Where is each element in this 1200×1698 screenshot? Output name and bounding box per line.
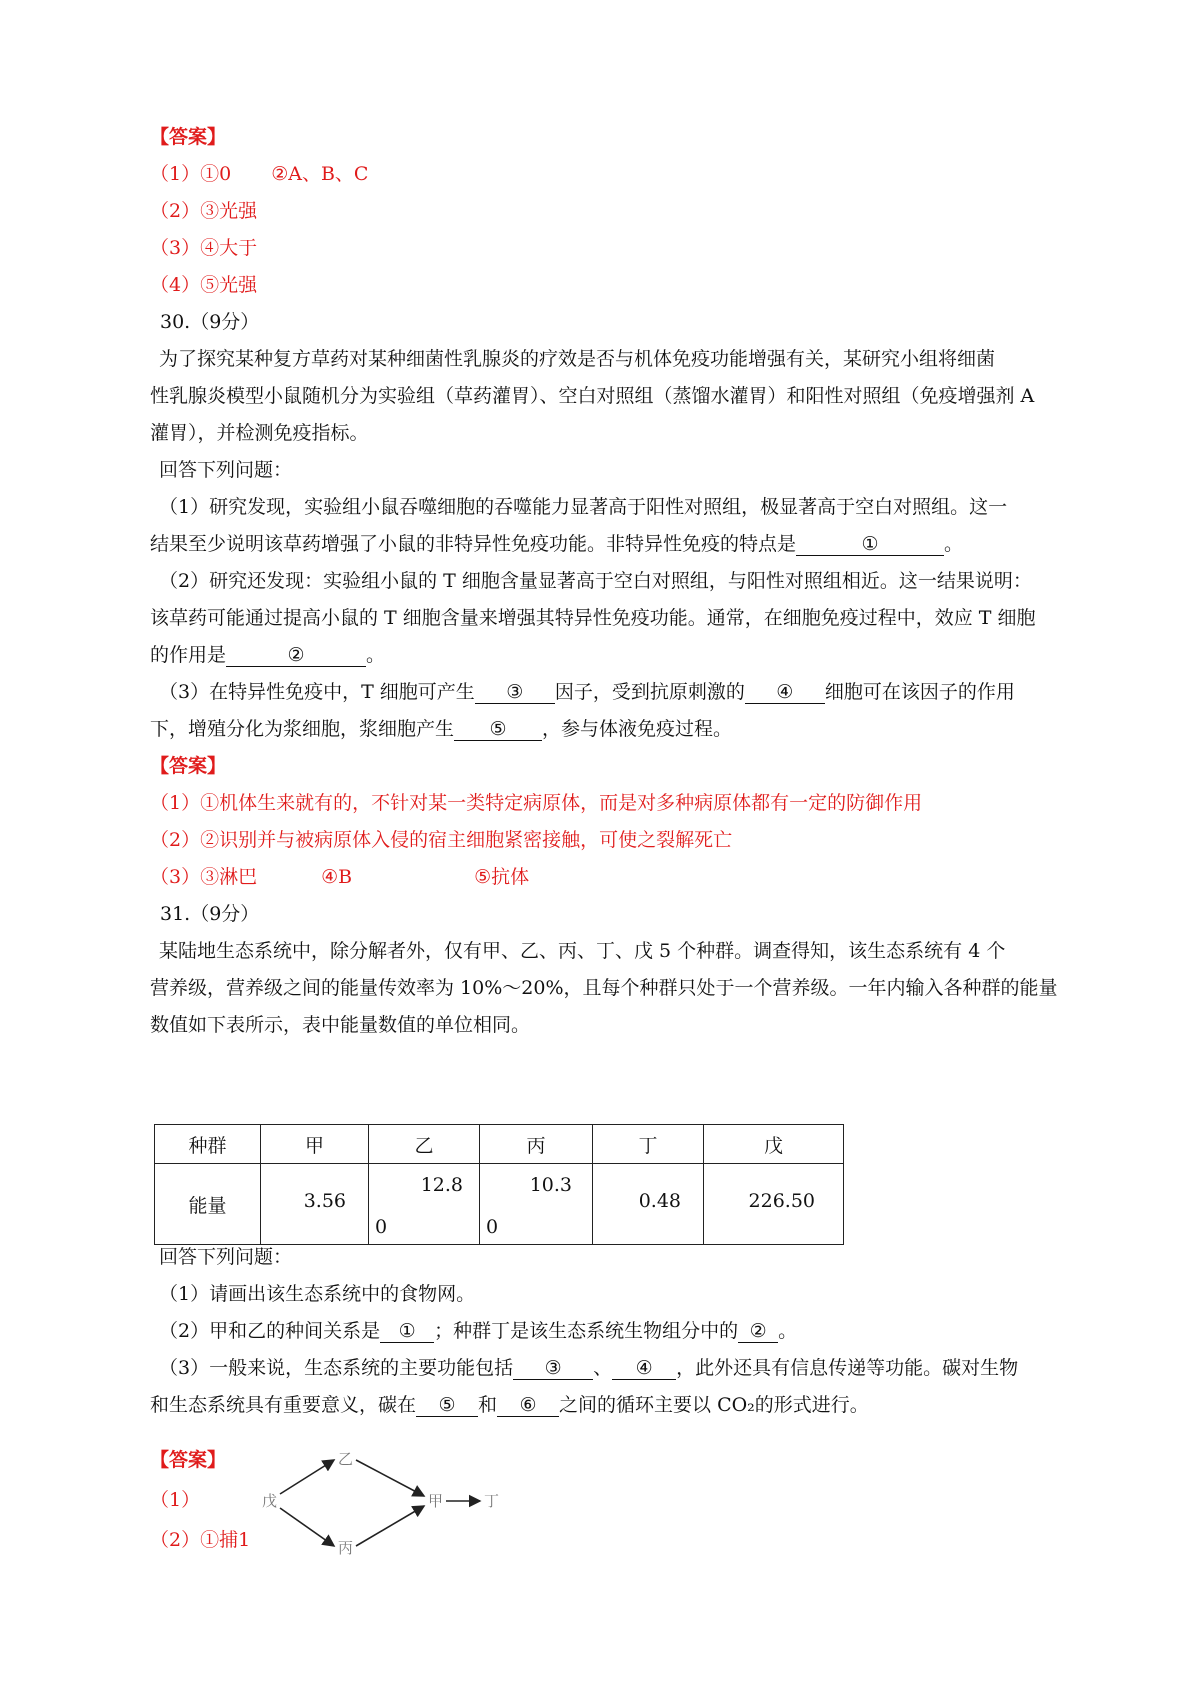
arrow-bing-jia: [356, 1506, 424, 1546]
q31-sub3-text-e: 之间的循环主要以 CO₂的形式进行。: [559, 1394, 869, 1416]
q31-sub3-text-d: 和: [478, 1394, 498, 1416]
energy-jia: 3.56: [303, 1190, 346, 1212]
table-cell-bing: [480, 1164, 593, 1245]
answer-31-2: （2）①捕1: [150, 1529, 251, 1551]
q31-para-3: 数值如下表所示，表中能量数值的单位相同。: [150, 1014, 531, 1036]
answer-29-1b: ②A、B、C: [271, 163, 369, 185]
blank-6: ⑥: [497, 1394, 559, 1417]
answer-30-3c: ⑤抗体: [474, 866, 530, 888]
q30-sub3-text-b: 因子，受到抗原刺激的: [554, 681, 745, 703]
q30-sub3-text-d: 下，增殖分化为浆细胞，浆细胞产生: [150, 718, 455, 740]
q31-sub3-line2: [150, 1392, 869, 1418]
q30-sub3-text-a: （3）在特异性免疫中，T 细胞可产生: [159, 681, 475, 703]
answer-29-2: （2）③光强: [150, 200, 258, 222]
node-yi: 乙: [338, 1450, 354, 1468]
period: 。: [944, 533, 964, 555]
energy-wu: 226.50: [748, 1190, 815, 1212]
food-web-diagram: [262, 1450, 512, 1560]
arrow-yi-jia: [356, 1460, 424, 1496]
answer-label-30: 【答案】: [150, 755, 227, 777]
q30-sub2-text: 的作用是: [150, 644, 227, 666]
q31-ask: 回答下列问题：: [159, 1246, 293, 1268]
arrow-wu-yi: [280, 1460, 334, 1494]
blank-1: ①: [380, 1320, 434, 1343]
blank-2: ②: [738, 1320, 778, 1343]
table-header-wu: 戊: [704, 1125, 844, 1164]
blank-1: ①: [796, 533, 944, 556]
q31-sub3-text-a: （3）一般来说，生态系统的主要功能包括: [159, 1357, 514, 1379]
energy-ding: 0.48: [638, 1190, 681, 1212]
table-header-ding: 丁: [593, 1125, 704, 1164]
energy-yi-top: 12.8: [420, 1174, 463, 1196]
q30-sub2-line2: 该草药可能通过提高小鼠的 T 细胞含量来增强其特异性免疫功能。通常，在细胞免疫过程中，效应 T 细胞: [150, 607, 1036, 629]
table-header-species: 种群: [155, 1125, 261, 1164]
answer-30-3b: ④B: [321, 866, 353, 888]
q30-heading: 30.（9分）: [160, 311, 260, 333]
node-bing: 丙: [338, 1539, 354, 1557]
blank-5: ⑤: [454, 718, 542, 741]
table-cell-jia: [261, 1164, 369, 1245]
separator: 、: [593, 1357, 613, 1379]
answer-29-1: [150, 161, 368, 187]
node-jia: 甲: [428, 1492, 444, 1510]
energy-yi-bottom: 0: [375, 1216, 388, 1238]
table-header-yi: 乙: [369, 1125, 480, 1164]
answer-30-1: （1）①机体生来就有的，不针对某一类特定病原体，而是对多种病原体都有一定的防御作用: [150, 792, 923, 814]
node-wu: 戊: [262, 1492, 278, 1510]
blank-3: ③: [513, 1357, 593, 1380]
q30-sub2-line3: [150, 642, 385, 668]
table-row-label: 能量: [155, 1164, 261, 1245]
answer-30-3a: （3）③淋巴: [150, 866, 258, 888]
answer-29-1a: （1）①0: [150, 163, 232, 185]
table-header-jia: 甲: [261, 1125, 369, 1164]
q30-para-1: 为了探究某种复方草药对某种细菌性乳腺炎的疗效是否与机体免疫功能增强有关，某研究小组将细菌: [159, 348, 996, 370]
energy-bing-bottom: 0: [486, 1216, 499, 1238]
q30-sub2-line1: （2）研究还发现：实验组小鼠的 T 细胞含量显著高于空白对照组，与阳性对照组相近。这一结果说明：: [159, 570, 1032, 592]
q31-sub3-text-c: 和生态系统具有重要意义，碳在: [150, 1394, 417, 1416]
energy-table: [154, 1124, 844, 1245]
q31-sub2: [159, 1318, 797, 1344]
q30-sub1-line2: [150, 531, 963, 557]
q30-para-3: 灌胃），并检测免疫指标。: [150, 422, 369, 444]
answer-31-1: （1）: [150, 1489, 201, 1511]
energy-bing-top: 10.3: [529, 1174, 572, 1196]
q30-sub3-text-e: ，参与体液免疫过程。: [542, 718, 733, 740]
q30-sub3-line1: [159, 679, 1015, 705]
answer-30-2: （2）②识别并与被病原体入侵的宿主细胞紧密接触，可使之裂解死亡: [150, 829, 733, 851]
q31-sub2-text-b: ；种群丁是该生态系统生物组分中的: [434, 1320, 739, 1342]
answer-29-4: （4）⑤光强: [150, 274, 258, 296]
q31-heading: 31.（9分）: [160, 903, 260, 925]
answer-30-3: [150, 864, 529, 890]
blank-4: ④: [745, 681, 825, 704]
arrow-wu-bing: [280, 1508, 334, 1546]
q31-para-2: 营养级，营养级之间的能量传效率为 10%～20%，且每个种群只处于一个营养级。一年内输入各种群的能量: [150, 977, 1058, 999]
q30-sub3-text-c: 细胞可在该因子的作用: [824, 681, 1015, 703]
q31-sub2-text-c: 。: [778, 1320, 798, 1342]
answer-29-3: （3）④大于: [150, 237, 258, 259]
blank-3: ③: [475, 681, 555, 704]
blank-5: ⑤: [416, 1394, 478, 1417]
q30-para-2: 性乳腺炎模型小鼠随机分为实验组（草药灌胃）、空白对照组（蒸馏水灌胃）和阳性对照组（免疫增强剂 A: [150, 385, 1035, 407]
table-cell-wu: [704, 1164, 844, 1245]
q30-ask: 回答下列问题：: [159, 459, 293, 481]
table-cell-ding: [593, 1164, 704, 1245]
q30-sub1-text: 结果至少说明该草药增强了小鼠的非特异性免疫功能。非特异性免疫的特点是: [150, 533, 797, 555]
q31-para-1: 某陆地生态系统中，除分解者外，仅有甲、乙、丙、丁、戊 5 个种群。调查得知，该生态系统有 4 个: [159, 940, 1006, 962]
q30-sub1-line1: （1）研究发现，实验组小鼠吞噬细胞的吞噬能力显著高于阳性对照组，极显著高于空白对照组。这一: [159, 496, 1008, 518]
q31-sub3-line1: [159, 1355, 1018, 1381]
answer-label-29: 【答案】: [150, 126, 227, 148]
node-ding: 丁: [484, 1492, 500, 1510]
q31-sub2-text-a: （2）甲和乙的种间关系是: [159, 1320, 381, 1342]
answer-label-31: 【答案】: [150, 1449, 227, 1471]
table-cell-yi: [369, 1164, 480, 1245]
blank-2: ②: [226, 644, 366, 667]
period: 。: [366, 644, 386, 666]
table-header-bing: 丙: [480, 1125, 593, 1164]
q31-sub3-text-b: ，此外还具有信息传递等功能。碳对生物: [676, 1357, 1019, 1379]
q30-sub3-line2: [150, 716, 732, 742]
q31-sub1: （1）请画出该生态系统中的食物网。: [159, 1283, 476, 1305]
blank-4: ④: [612, 1357, 676, 1380]
